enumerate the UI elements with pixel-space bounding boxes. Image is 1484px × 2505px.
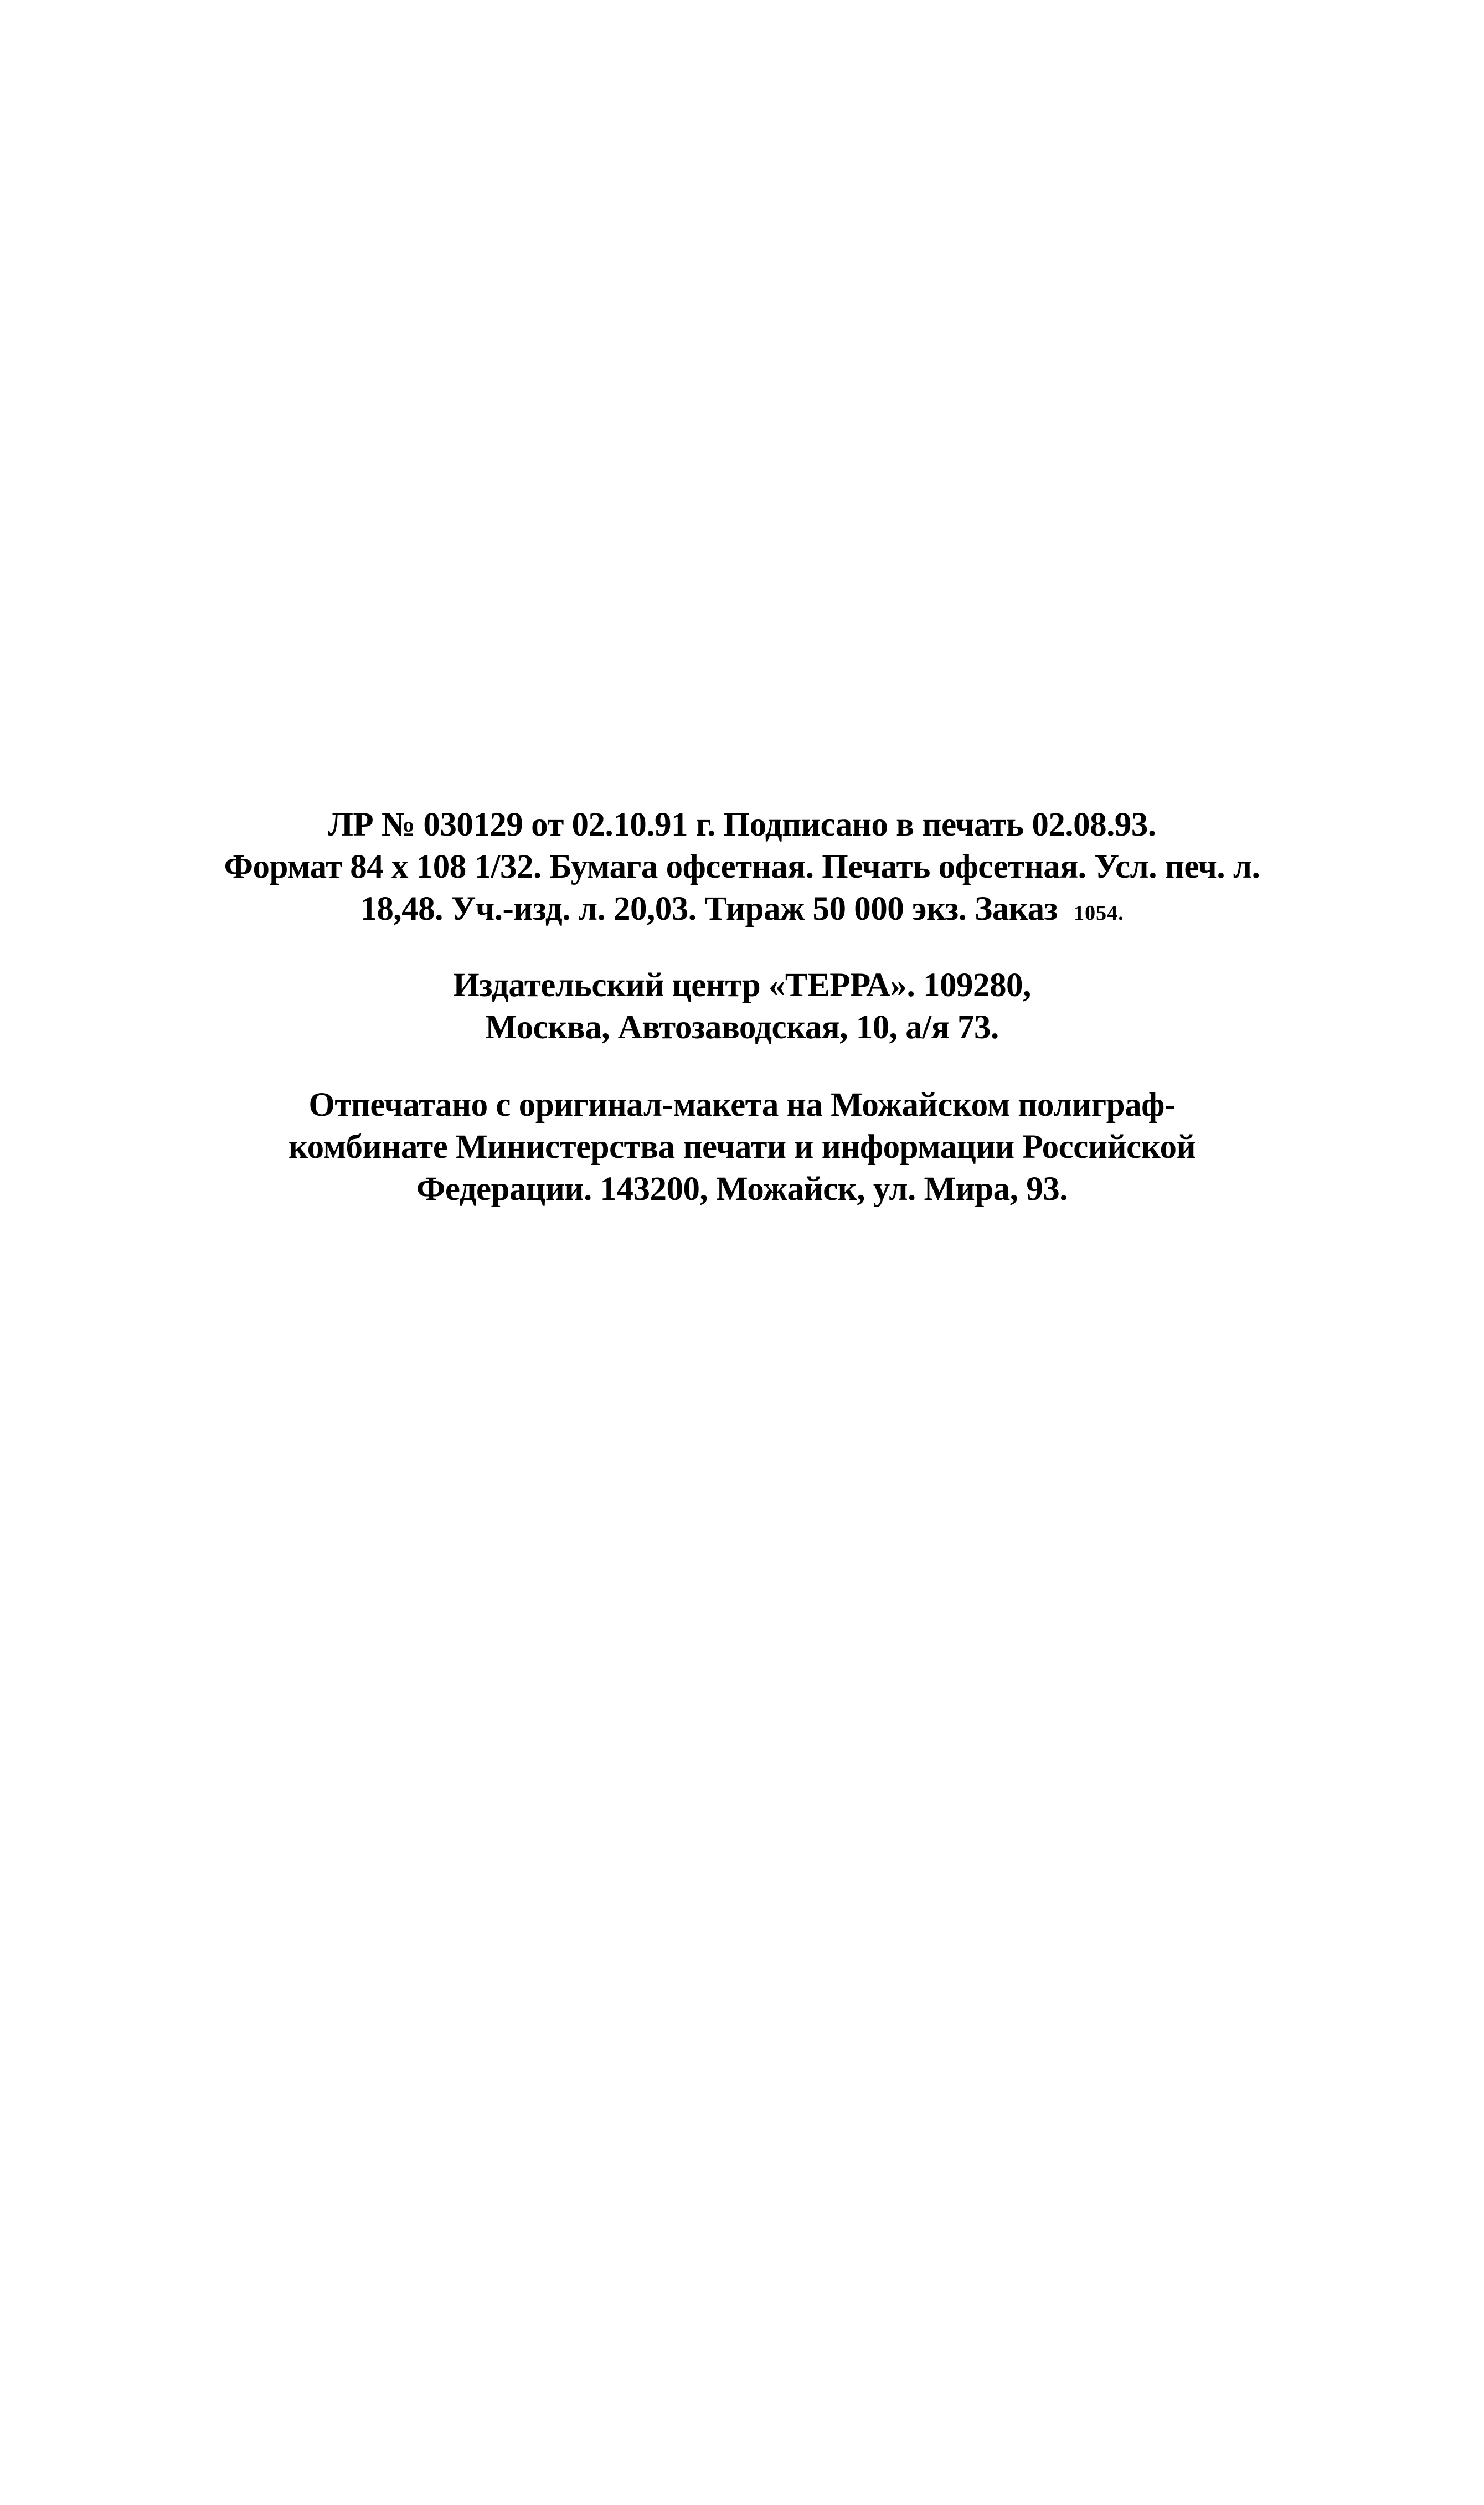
license-info-block [0, 804, 1484, 934]
print-run-text: 18,48. Уч.-изд. л. 20,03. Тираж 50 000 экз. Заказ [360, 890, 1058, 927]
publisher-info-block [0, 965, 1484, 1049]
publisher-name-line: Издательский центр «ТЕРРА». 109280, [453, 967, 1031, 1004]
printer-line-2: комбинате Министерства печати и информации Российской [288, 1128, 1196, 1166]
printer-line-3: Федерации. 143200, Можайск, ул. Мира, 93. [416, 1171, 1068, 1208]
order-number: 1054. [1074, 901, 1124, 925]
publisher-address-line: Москва, Автозаводская, 10, а/я 73. [485, 1009, 999, 1046]
print-run-line [0, 888, 1484, 934]
printer-line-1: Отпечатано с оригинал-макета на Можайском полиграф- [308, 1086, 1176, 1123]
license-line: ЛР № 030129 от 02.10.91 г. Подписано в печать 02.08.93. [328, 806, 1156, 843]
printer-info-block [0, 1084, 1484, 1210]
format-line: Формат 84 х 108 1/32. Бумага офсетная. Печать офсетная. Усл. печ. л. [224, 848, 1260, 885]
